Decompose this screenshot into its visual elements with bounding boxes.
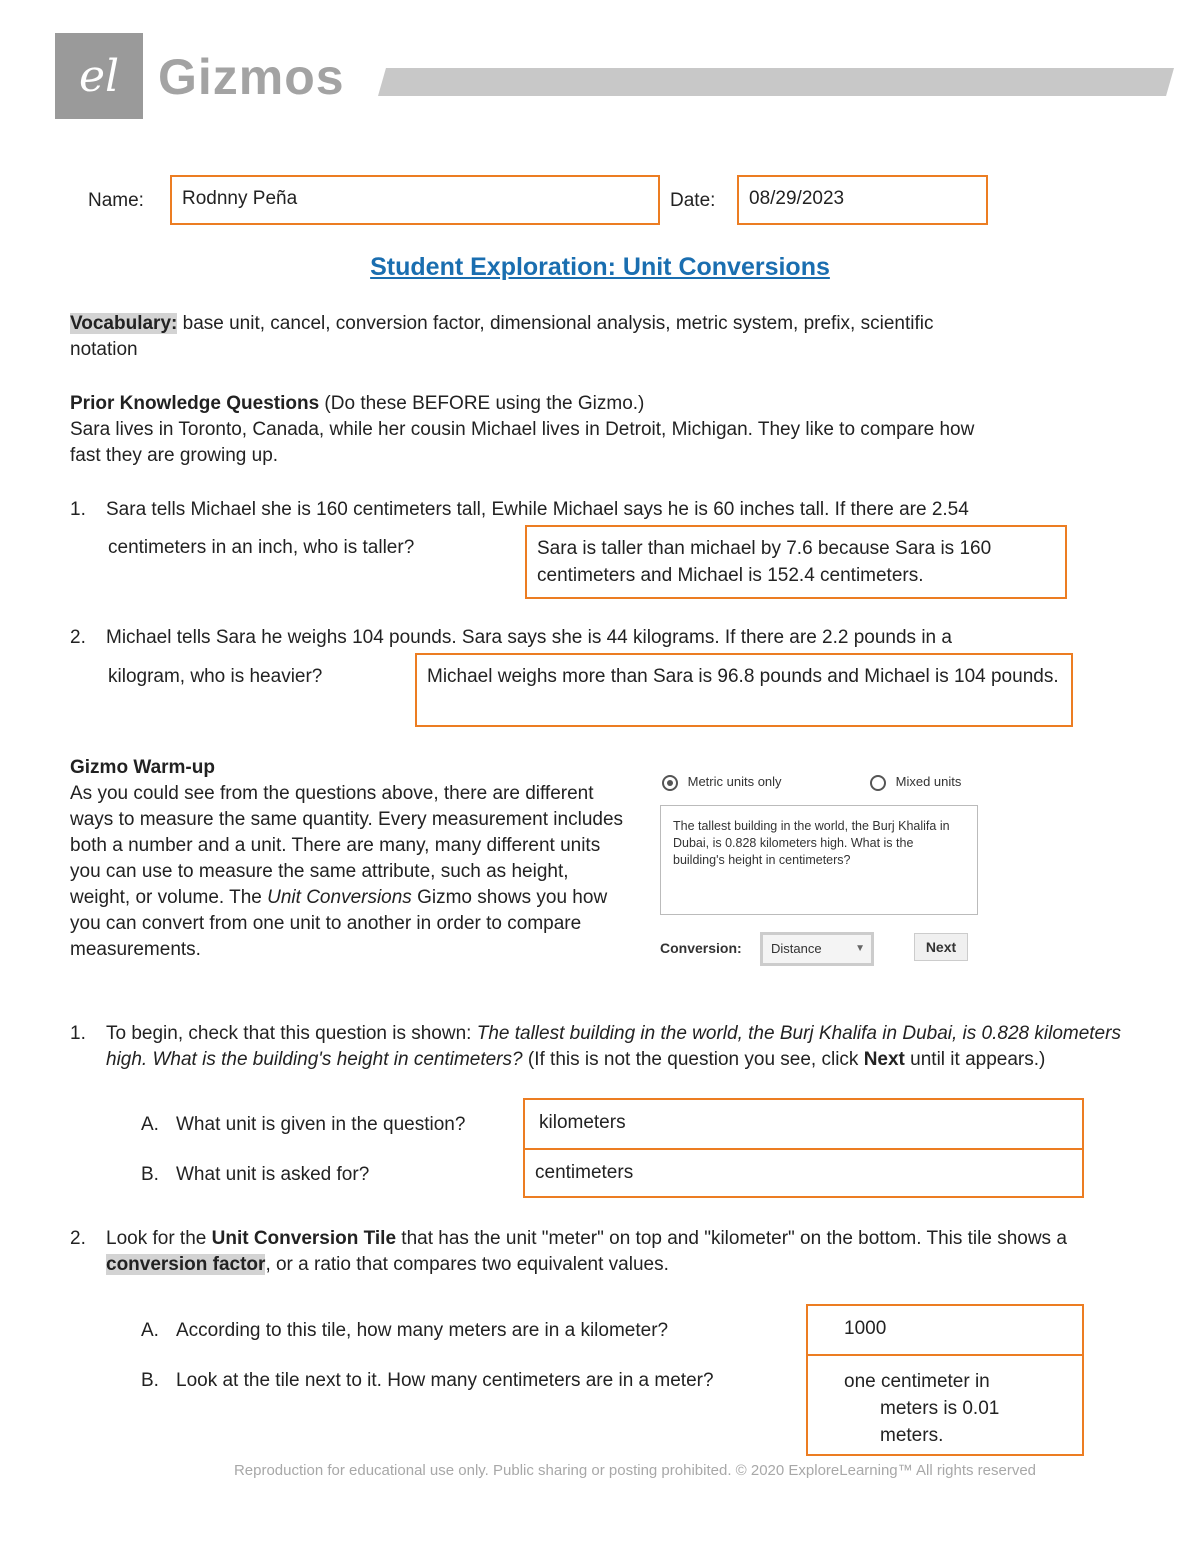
name-label: Name:	[88, 190, 144, 211]
q1a-answer: kilometers	[539, 1112, 626, 1133]
q1-text-c: until it appears.)	[904, 1049, 1046, 1070]
prior-q2-answer: Michael weighs more than Sara is 96.8 pounds and Michael is 104 pounds.	[427, 666, 1059, 687]
q1b-text: What unit is asked for?	[176, 1164, 370, 1185]
prior-q1-line2: centimeters in an inch, who is taller?	[108, 537, 415, 558]
q2a-answer-box[interactable]	[806, 1304, 1084, 1356]
metric-units-label: Metric units only	[687, 774, 782, 789]
prior-q1-line1: Sara tells Michael she is 160 centimeters tall, Ewhile Michael says he is 60 inches tall. If there are 2.54	[106, 499, 969, 520]
name-field[interactable]	[170, 175, 660, 225]
warmup-text-1: As you could see from the questions above, there are different ways to measure the same quantity. Every measurement includes both a number and a unit. There are many, many different units you can use to measure the same attribute, such as height, weight, or volume. The	[70, 783, 624, 908]
vocabulary-text: base unit, cancel, conversion factor, dimensional analysis, metric system, prefix, scientific	[177, 313, 934, 334]
radio-unselected-icon[interactable]	[870, 775, 886, 791]
next-button[interactable]: Next	[914, 933, 968, 961]
warmup-gizmo-name: Unit Conversions	[267, 887, 412, 908]
mixed-units-label: Mixed units	[895, 774, 962, 789]
prior-intro-1: Sara lives in Toronto, Canada, while her cousin Michael lives in Detroit, Michigan. They like to compare how	[70, 419, 975, 440]
warmup-text-2: Gizmo shows you how you can convert from one unit to another in order to compare measurements.	[70, 887, 608, 960]
q2a-letter: A.	[141, 1320, 159, 1341]
page-title: Student Exploration: Unit Conversions	[370, 253, 830, 281]
conversion-label: Conversion:	[660, 940, 742, 956]
q2b-letter: B.	[141, 1370, 159, 1391]
header-bar	[378, 68, 1174, 96]
q2a-answer: 1000	[844, 1318, 887, 1339]
q1-text-italic: The tallest building in the world, the Burj Khalifa in Dubai, is 0.828 kilometers high. What is the building's height in centimeters?	[106, 1023, 1121, 1070]
q2-text-a: Look for the	[106, 1228, 212, 1249]
vocabulary-text-2: notation	[70, 339, 138, 360]
chevron-down-icon: ▼	[855, 943, 865, 954]
prior-q1-answer-box[interactable]	[525, 525, 1067, 599]
radio-selected-icon[interactable]	[662, 775, 678, 791]
date-value: 08/29/2023	[749, 188, 845, 209]
q1-text-a: To begin, check that this question is shown:	[106, 1023, 477, 1044]
warmup-heading: Gizmo Warm-up	[70, 757, 215, 778]
q1-text-bold: Next	[863, 1049, 905, 1070]
q2b-answer-line1: one centimeter in	[844, 1371, 990, 1392]
prior-q2-number: 2.	[70, 627, 86, 648]
vocabulary	[70, 311, 1130, 363]
footer-copyright: Reproduction for educational use only. Public sharing or posting prohibited. © 2020 ExploreLearning™ All rights reserved	[233, 1462, 1037, 1479]
name-value: Rodnny Peña	[182, 188, 298, 209]
warmup-section	[70, 755, 630, 963]
q2-text-b: that has the unit "meter" on top and "kilometer" on the bottom. This tile shows a	[396, 1228, 1067, 1249]
metric-units-option[interactable]	[662, 774, 782, 791]
date-label: Date:	[670, 190, 716, 211]
q2b-answer-line3: meters.	[880, 1425, 944, 1446]
q1a-answer-box[interactable]	[523, 1098, 1084, 1150]
q2b-answer-line2: meters is 0.01	[880, 1398, 1000, 1419]
prior-q1-number: 1.	[70, 499, 86, 520]
mixed-units-option[interactable]	[870, 774, 961, 791]
gizmo-screenshot	[660, 770, 990, 980]
logo-mark: el	[78, 50, 120, 102]
prior-heading-note: (Do these BEFORE using the Gizmo.)	[319, 393, 645, 414]
q1b-letter: B.	[141, 1164, 159, 1185]
prior-q2-line2: kilogram, who is heavier?	[108, 666, 323, 687]
q2b-text: Look at the tile next to it. How many centimeters are in a meter?	[176, 1370, 714, 1391]
q1-text-b: (If this is not the question you see, click	[522, 1049, 864, 1070]
prior-q2-answer-box[interactable]	[415, 653, 1073, 727]
q2a-text: According to this tile, how many meters are in a kilometer?	[176, 1320, 669, 1341]
q2-text-bold: Unit Conversion Tile	[211, 1228, 397, 1249]
q1b-answer-box[interactable]	[523, 1148, 1084, 1198]
prior-intro-2: fast they are growing up.	[70, 445, 279, 466]
q2-text	[106, 1226, 1146, 1278]
q1-number: 1.	[70, 1023, 86, 1044]
prior-knowledge	[70, 391, 1150, 469]
brand-name: Gizmos	[158, 49, 345, 105]
q1b-answer: centimeters	[535, 1162, 634, 1183]
q2b-answer-box[interactable]	[806, 1354, 1084, 1456]
conversion-value: Distance	[771, 941, 822, 956]
conversion-select[interactable]	[760, 932, 874, 966]
q1-text	[106, 1021, 1146, 1073]
date-field[interactable]	[737, 175, 988, 225]
q2-text-highlight: conversion factor	[106, 1254, 266, 1275]
prior-q2-line1: Michael tells Sara he weighs 104 pounds. Sara says she is 44 kilograms. If there are 2.2 pounds in a	[106, 627, 952, 648]
q1a-text: What unit is given in the question?	[176, 1114, 466, 1135]
q2-number: 2.	[70, 1228, 86, 1249]
gizmo-question-box: The tallest building in the world, the Burj Khalifa in Dubai, is 0.828 kilometers high. What is the building's height in centimeters?	[660, 805, 978, 915]
prior-heading: Prior Knowledge Questions	[70, 393, 320, 414]
q2-text-c: , or a ratio that compares two equivalent values.	[265, 1254, 669, 1275]
vocabulary-label: Vocabulary:	[70, 313, 178, 334]
explorelearning-logo	[55, 33, 143, 119]
prior-q1-answer: Sara is taller than michael by 7.6 because Sara is 160 centimeters and Michael is 152.4 centimeters.	[537, 538, 992, 586]
q1a-letter: A.	[141, 1114, 159, 1135]
